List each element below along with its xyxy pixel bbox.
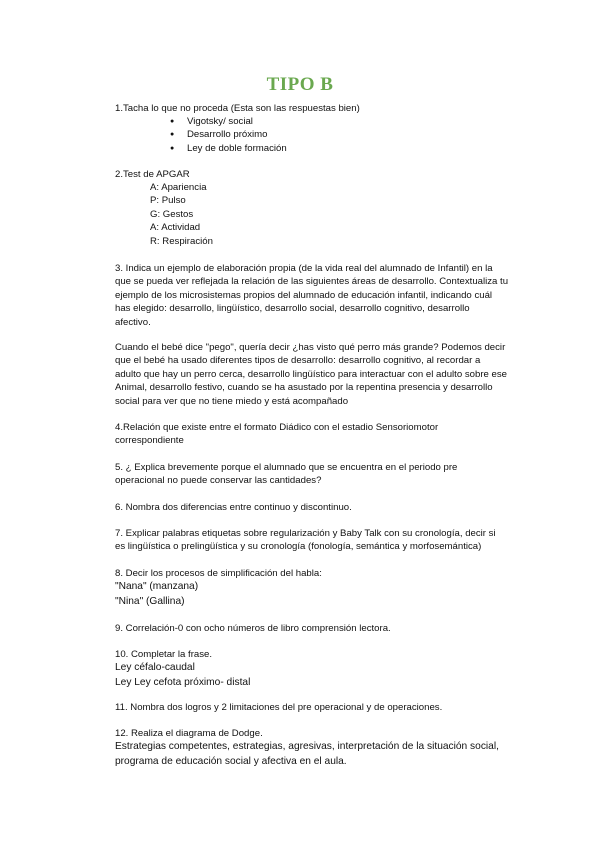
question-12-line: programa de educación social y afectiva en el aula. (115, 756, 347, 768)
answer-line: social para ver que no tiene miedo y está acompañado (115, 395, 349, 407)
question-7-line: 7. Explicar palabras etiquetas sobre regularización y Baby Talk con su cronología, decir si (115, 528, 496, 539)
law-item: Ley Ley cefota próximo- distal (115, 677, 251, 689)
question-5-line: 5. ¿ Explica brevemente porque el alumnado que se encuentra en el periodo pre (115, 462, 458, 473)
question-3-line: has elegido: desarrollo, lingüístico, desarrollo social, desarrollo cognitivo, desarrollo (115, 303, 470, 315)
question-1 (115, 102, 535, 115)
question-5-line: operacional no puede conservar las cantidades? (115, 475, 322, 487)
answer-line: Animal, desarrollo festivo, cuando se ha asustado por la repentina presencia y desarrollo (115, 382, 493, 394)
option-item: ● Desarrollo próximo (170, 128, 287, 141)
speech-example: "Nina" (Gallina) (115, 596, 185, 608)
answer-line: Cuando el bebé dice "pego", quería decir ¿has visto qué perro más grande? Podemos decir (115, 342, 506, 353)
answer-line: que el bebé ha usado diferentes tipos de desarrollo: desarrollo cognitivo, al recordar a (115, 355, 481, 367)
question-8-text: 8. Decir los procesos de simplificación del habla: (115, 568, 322, 579)
question-1-text: 1.Tacha lo que no proceda (Esta son las respuestas bien) (115, 103, 360, 114)
question-6 (115, 501, 535, 514)
apgar-list (150, 181, 213, 248)
question-2 (115, 168, 535, 181)
question-3-answer (115, 341, 535, 408)
question-8 (115, 567, 535, 610)
question-10-text: 10. Completar la frase. (115, 649, 213, 660)
question-1-options (170, 115, 287, 155)
question-3-line: afectivo. (115, 316, 151, 328)
apgar-item: R: Respiración (150, 235, 213, 247)
question-4-line: correspondiente (115, 435, 184, 447)
option-item: ● Ley de doble formación (170, 142, 287, 155)
answer-line: adulto que hay un perro cerca, desarrollo lingüístico para interactuar con el adulto sobre ese (115, 368, 507, 380)
question-11-text: 11. Nombra dos logros y 2 limitaciones del pre operacional y de operaciones. (115, 702, 443, 713)
question-2-text: 2.Test de APGAR (115, 169, 190, 180)
apgar-item: A: Apariencia (150, 182, 207, 193)
question-3-line: ejemplo de los microsistemas propios del alumnado de educación infantil, indicando cuál (115, 289, 493, 301)
question-9 (115, 622, 535, 635)
question-12-text: 12. Realiza el diagrama de Dodge. (115, 728, 263, 739)
question-11 (115, 701, 535, 714)
question-3-line: 3. Indica un ejemplo de elaboración propia (de la vida real del alumnado de Infantil) en la (115, 263, 493, 274)
law-item: Ley céfalo-caudal (115, 662, 195, 674)
question-5 (115, 461, 535, 488)
apgar-item: G: Gestos (150, 208, 194, 220)
question-10 (115, 648, 535, 691)
apgar-item: A: Actividad (150, 222, 201, 234)
question-6-text: 6. Nombra dos diferencias entre continuo y discontinuo. (115, 502, 352, 513)
speech-example: "Nana" (manzana) (115, 581, 199, 593)
question-3-line: que se pueda ver reflejada la relación de las siguientes áreas de desarrollo. Contextualiza tu (115, 276, 509, 288)
question-4 (115, 421, 535, 448)
apgar-item: P: Pulso (150, 195, 186, 207)
question-4-line: 4.Relación que existe entre el formato Diádico con el estadio Sensoriomotor (115, 422, 439, 433)
question-7-line: es lingüística o prelingüística y su cronología (fonología, semántica y morfosemántica) (115, 541, 482, 553)
question-12 (115, 727, 535, 770)
question-7 (115, 527, 535, 554)
question-12-line: Estrategias competentes, estrategias, agresivas, interpretación de la situación social, (115, 741, 499, 753)
question-9-text: 9. Correlación-0 con ocho números de libro comprensión lectora. (115, 623, 391, 634)
question-3 (115, 262, 535, 329)
document-title: TIPO B (266, 74, 334, 95)
option-item: ● Vigotsky/ social (170, 115, 287, 128)
